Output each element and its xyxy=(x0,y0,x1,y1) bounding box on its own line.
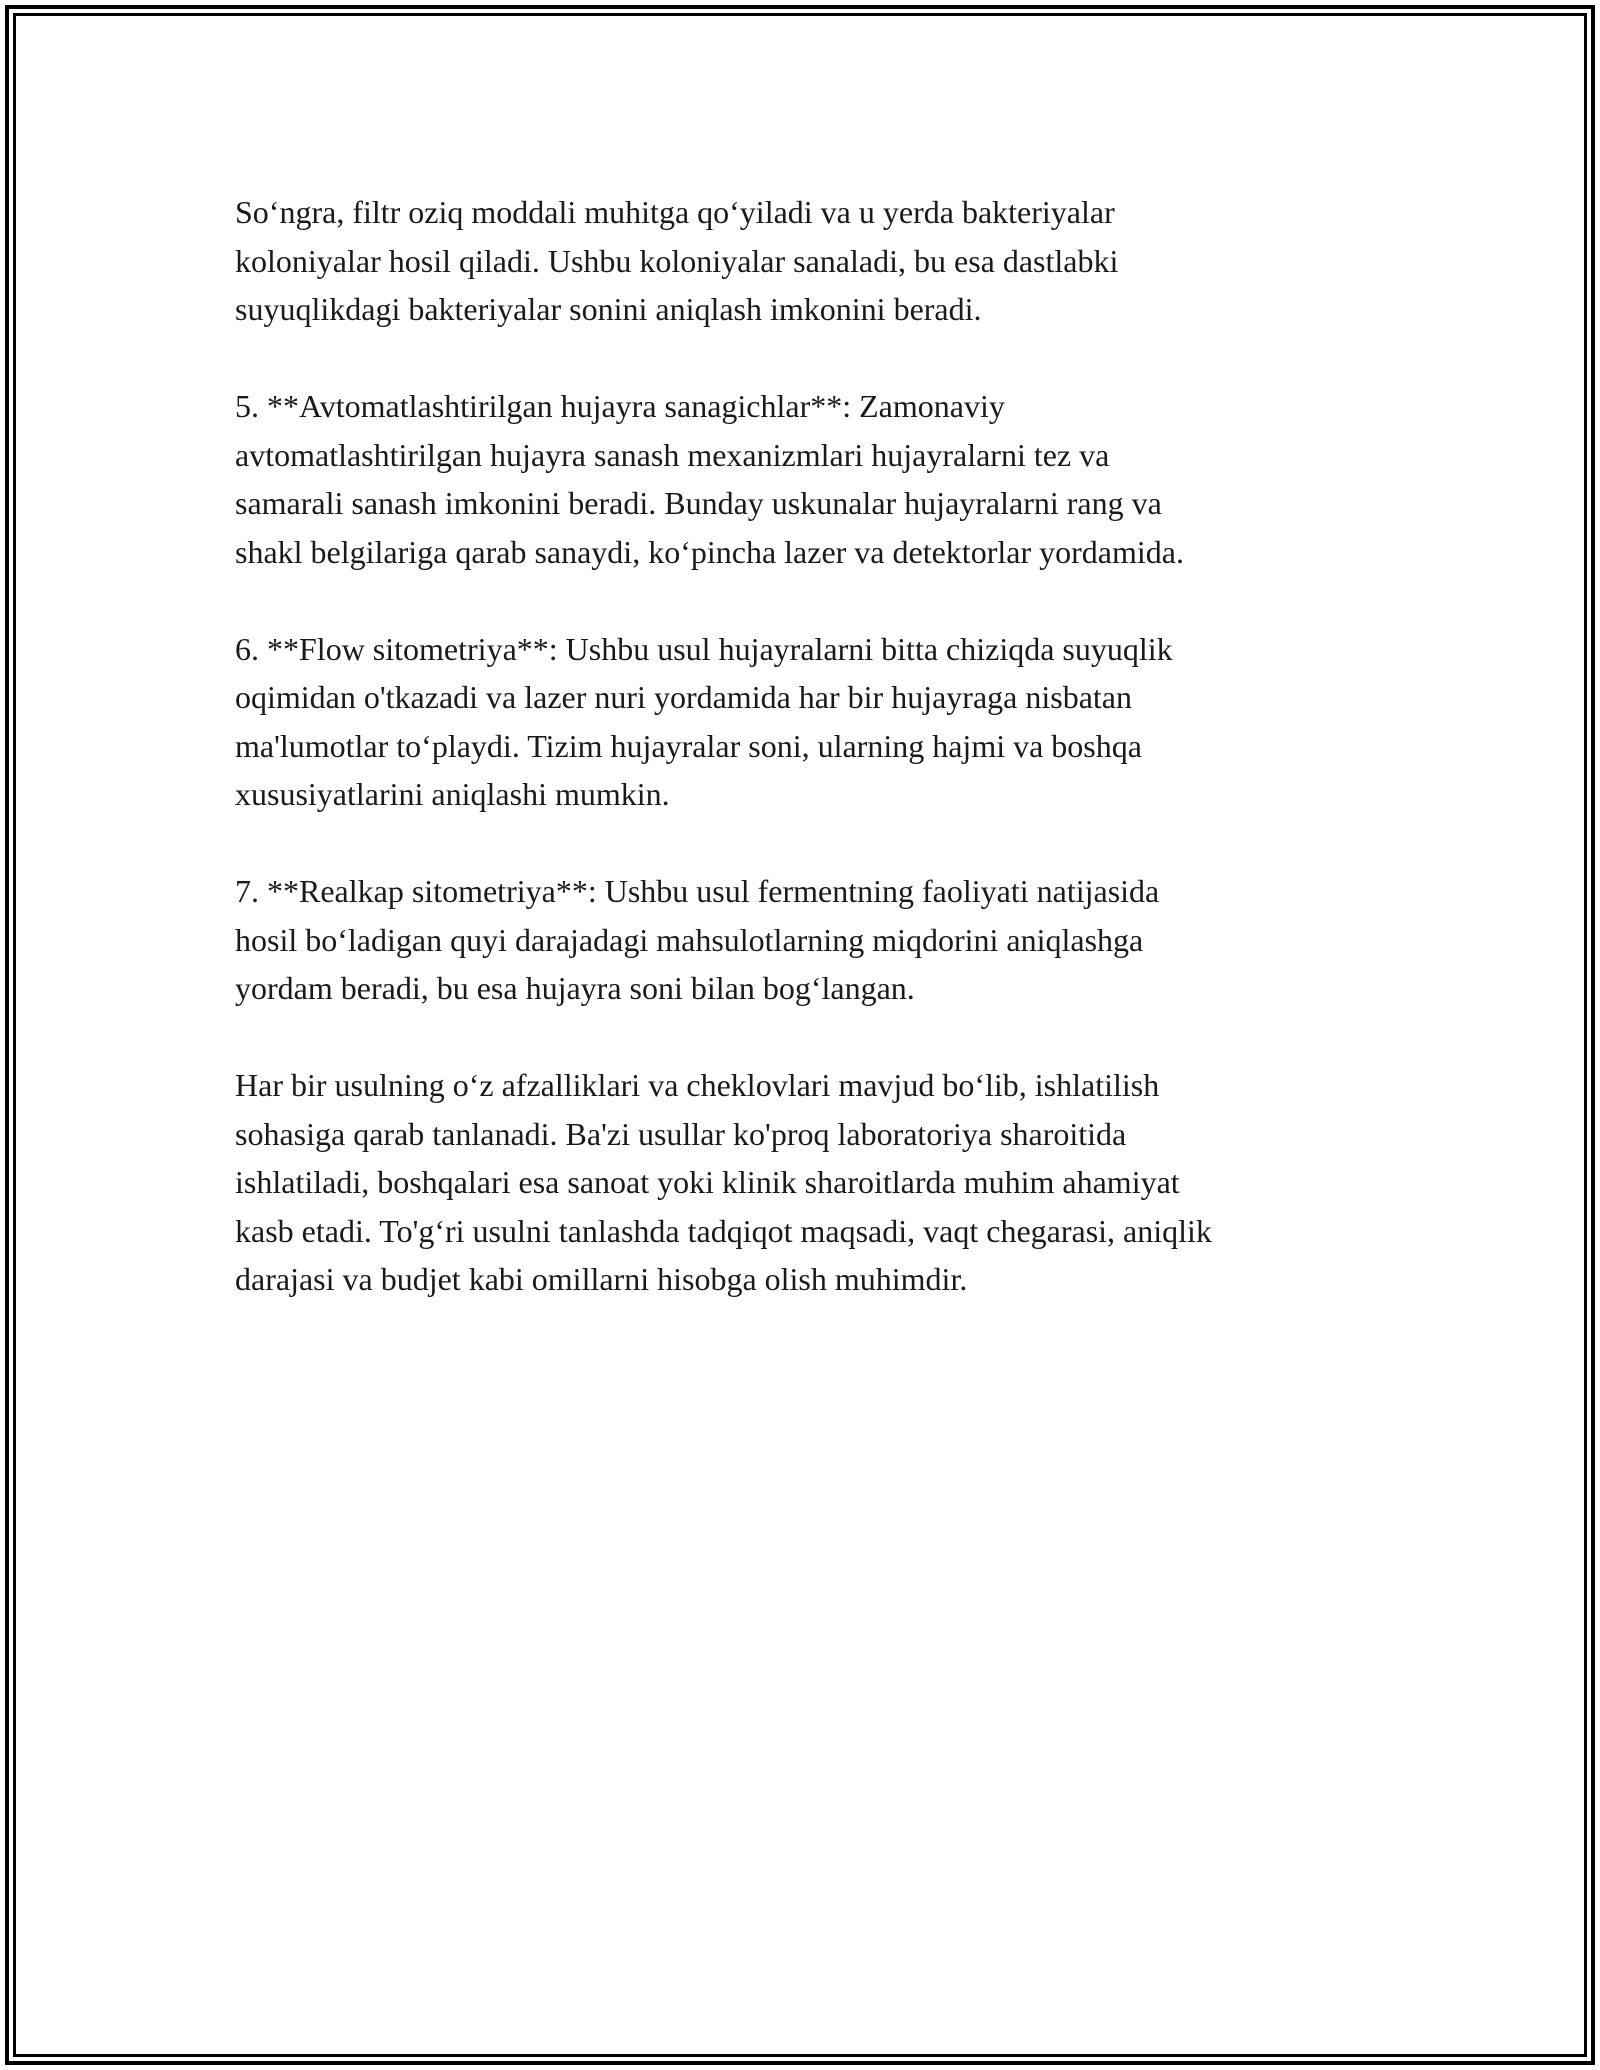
paragraph-flow-cytometry xyxy=(235,625,1375,819)
paragraph-realkap-cytometry xyxy=(235,867,1375,1013)
paragraph-colony-counting xyxy=(235,188,1375,334)
text-line: Har bir usulning o‘z afzalliklari va cheklovlari mavjud bo‘lib, ishlatilish xyxy=(235,1067,1160,1103)
paragraph-automated-counters xyxy=(235,382,1375,576)
document-body xyxy=(235,188,1375,1352)
text-line: koloniyalar hosil qiladi. Ushbu koloniyalar sanaladi, bu esa dastlabki xyxy=(235,242,1119,279)
text-line: 5. **Avtomatlashtirilgan hujayra sanagichlar**: Zamonaviy xyxy=(235,388,1005,424)
text-line: hosil bo‘ladigan quyi darajadagi mahsulotlarning miqdorini aniqlashga xyxy=(235,921,1144,958)
text-line: shakl belgilariga qarab sanaydi, ko‘pincha lazer va detektorlar yordamida. xyxy=(235,533,1184,570)
paragraph-conclusion xyxy=(235,1061,1375,1304)
text-line: So‘ngra, filtr oziq moddali muhitga qo‘yiladi va u yerda bakteriyalar xyxy=(235,194,1115,230)
text-line: ma'lumotlar to‘playdi. Tizim hujayralar soni, ularning hajmi va boshqa xyxy=(235,727,1142,764)
text-line: 6. **Flow sitometriya**: Ushbu usul hujayralarni bitta chiziqda suyuqlik xyxy=(235,630,1173,667)
text-line: kasb etadi. To'g‘ri usulni tanlashda tadqiqot maqsadi, vaqt chegarasi, aniqlik xyxy=(235,1212,1212,1249)
text-line: 7. **Realkap sitometriya**: Ushbu usul fermentning faoliyati natijasida xyxy=(235,873,1160,909)
text-line: yordam beradi, bu esa hujayra soni bilan bog‘langan. xyxy=(235,970,915,1006)
text-line: sohasiga qarab tanlanadi. Ba'zi usullar ko'proq laboratoriya sharoitida xyxy=(235,1115,1127,1152)
text-line: oqimidan o'tkazadi va lazer nuri yordamida har bir hujayraga nisbatan xyxy=(235,679,1132,715)
text-line: darajasi va budjet kabi omillarni hisobga olish muhimdir. xyxy=(235,1261,968,1297)
text-line: suyuqlikdagi bakteriyalar sonini aniqlash imkonini beradi. xyxy=(235,291,982,327)
text-line: samarali sanash imkonini beradi. Bunday uskunalar hujayralarni rang va xyxy=(235,485,1162,521)
text-line: avtomatlashtirilgan hujayra sanash mexanizmlari hujayralarni tez va xyxy=(235,436,1110,473)
text-line: xususiyatlarini aniqlashi mumkin. xyxy=(235,776,670,812)
text-line: ishlatiladi, boshqalari esa sanoat yoki klinik sharoitlarda muhim ahamiyat xyxy=(235,1164,1180,1200)
